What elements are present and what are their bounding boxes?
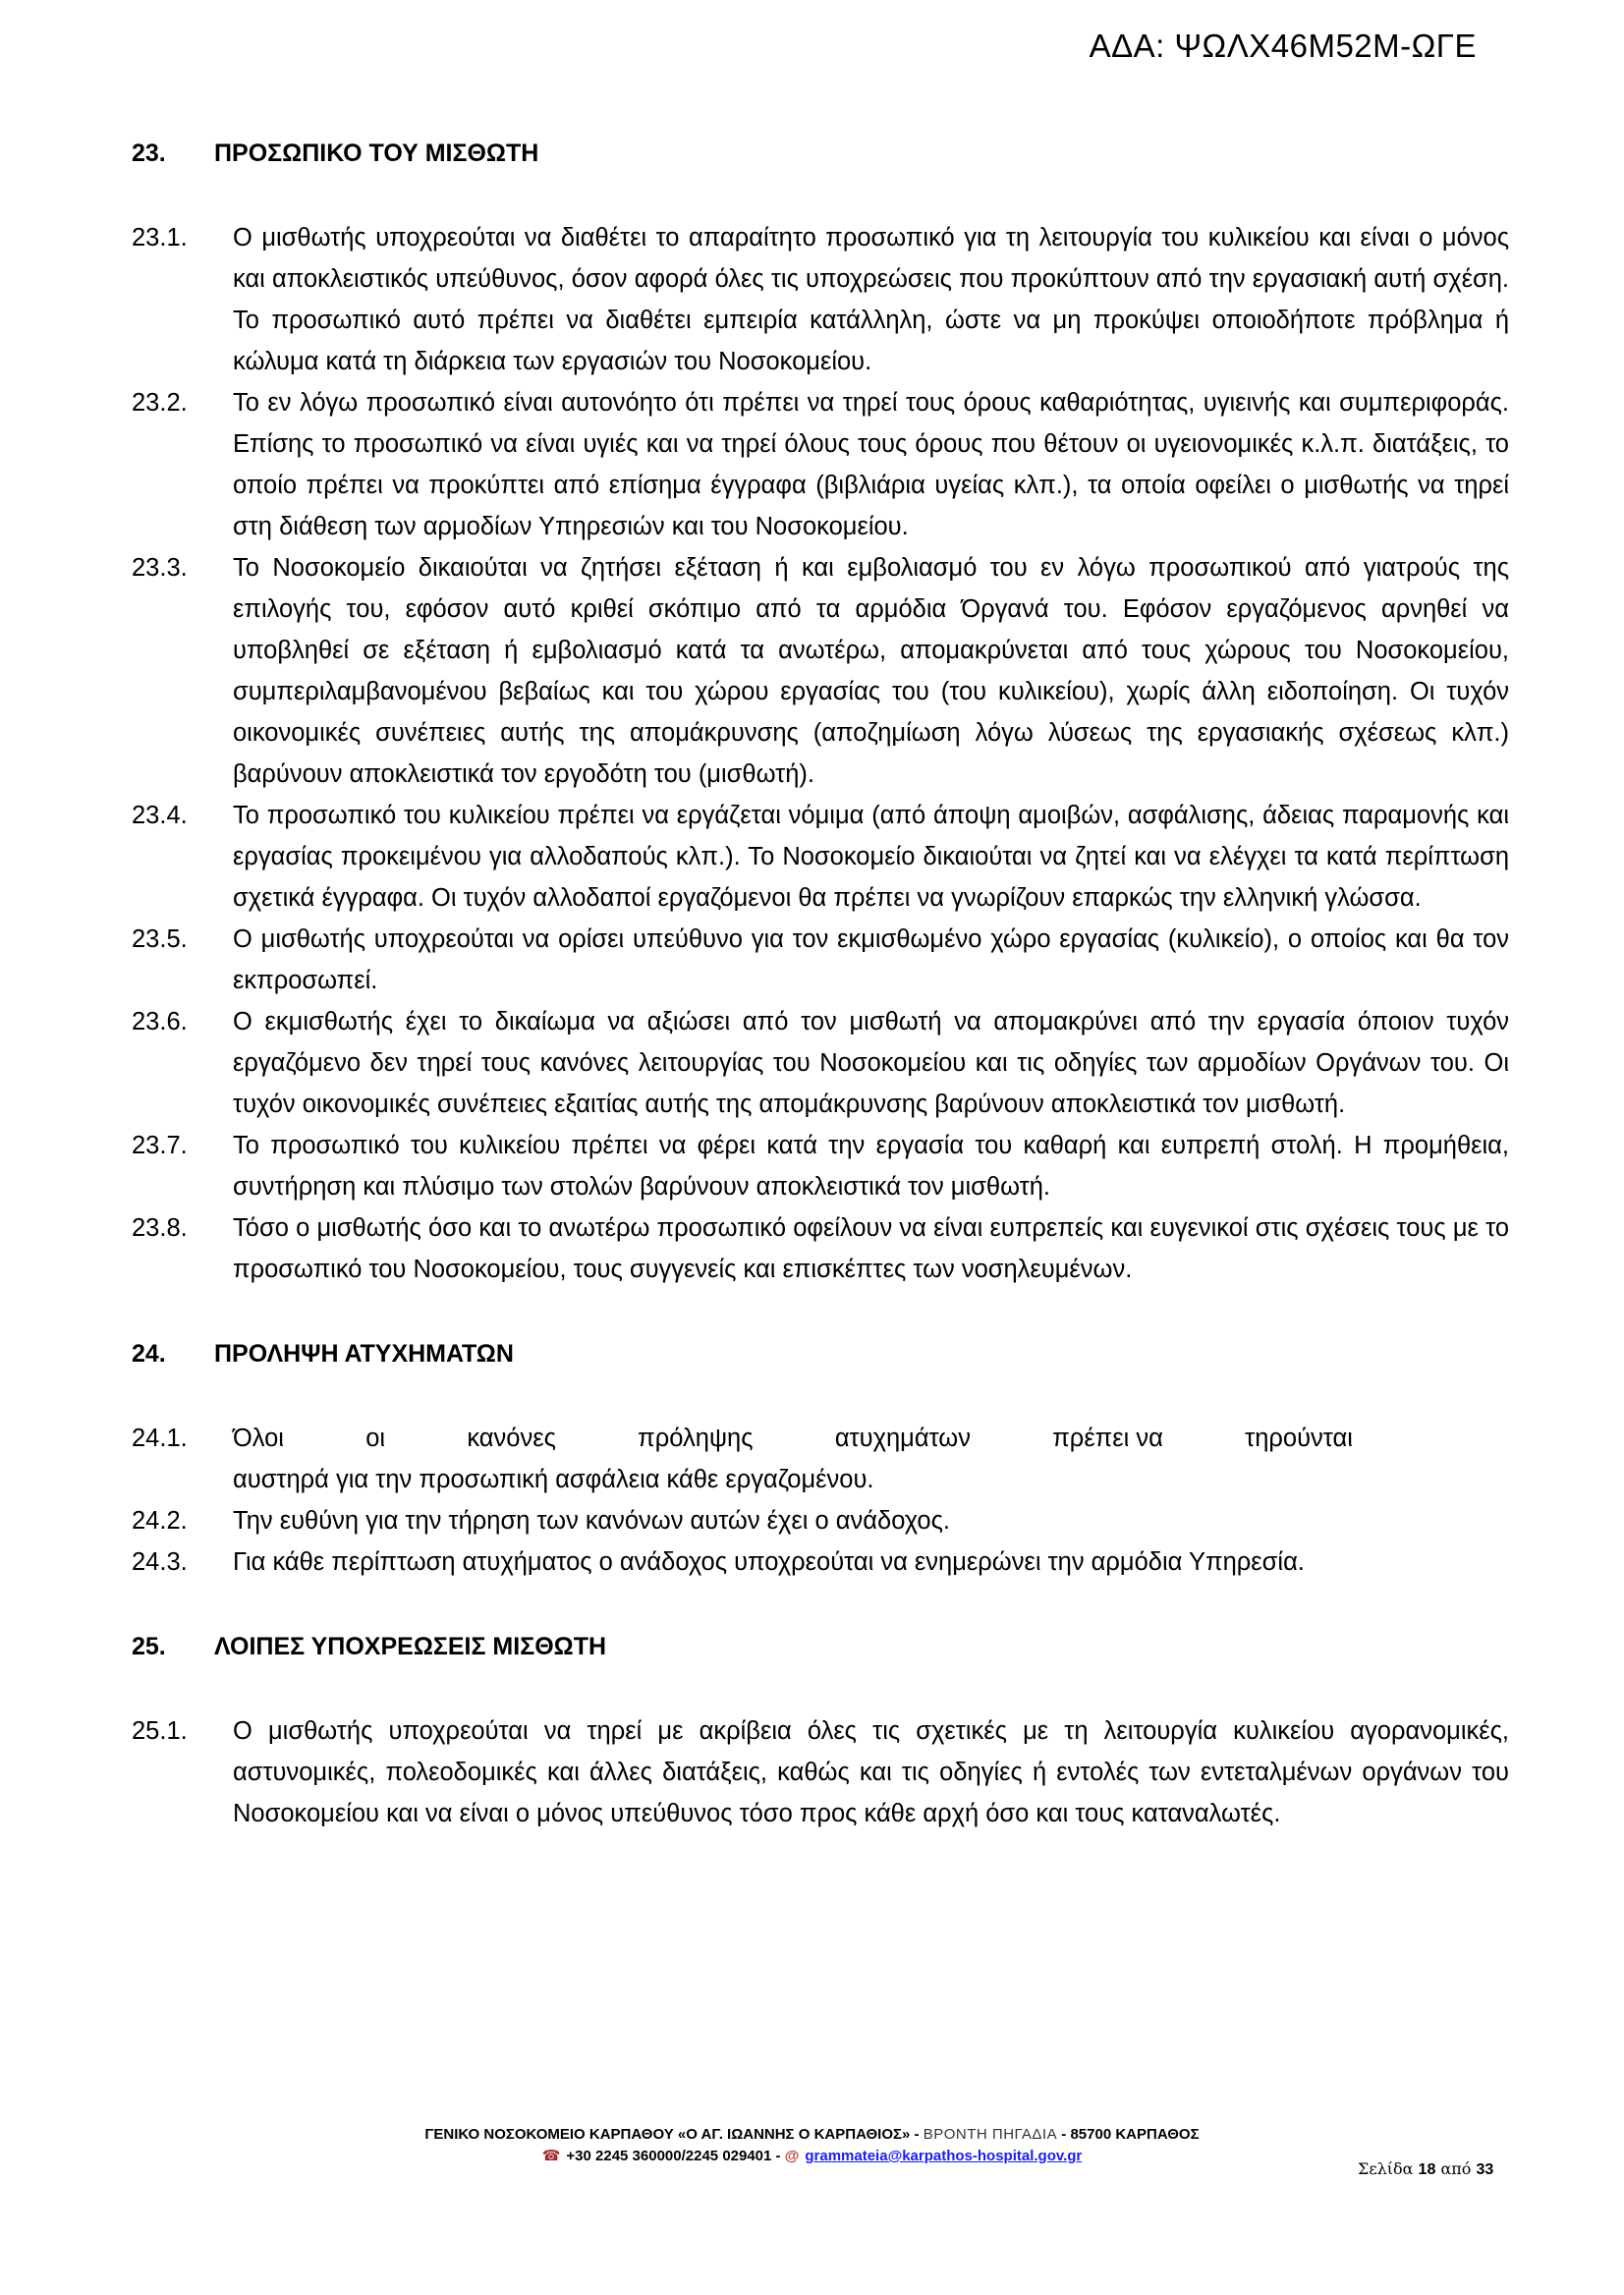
clause-23-7: [132, 1125, 1509, 1207]
clause-text: Ο μισθωτής υποχρεούται να ορίσει υπεύθυνο για τον εκμισθωμένο χώρο εργασίας (κυλικείο), ο οποίος και θα τον εκπροσωπεί.: [233, 925, 1509, 994]
ada-code: ΑΔΑ: ΨΩΛΧ46Μ52Μ-ΩΓΕ: [1089, 28, 1477, 64]
current-page: 18: [1418, 2161, 1436, 2178]
clause-text: Την ευθύνη για την τήρηση των κανόνων αυτών έχει ο ανάδοχος.: [233, 1507, 950, 1535]
clause-23-6: [132, 1001, 1509, 1125]
clause-24-2: [132, 1500, 1509, 1541]
clause-second-line: αυστηρά για την προσωπική ασφάλεια κάθε εργαζομένου.: [233, 1466, 874, 1493]
section-24: [132, 1333, 1509, 1583]
phone-icon: ☎: [541, 2148, 561, 2164]
section-number: 25.: [132, 1633, 166, 1660]
word: πρέπει να: [1052, 1425, 1163, 1452]
clause-text: Το Νοσοκομείο δικαιούται να ζητήσει εξέταση ή και εμβολιασμό του εν λόγω προσωπικού από γιατρούς της επιλογής του, εφόσον αυτό κριθεί σκόπιμο από τα αρμόδια Όργανά του. Εφόσον εργαζόμενος αρνηθεί να υποβληθεί σε εξέταση ή εμβολιασμό κατά τα ανωτέρω, απομακρύνεται από τους χώρους του Νοσοκομείου, συμπεριλαμβανομένου βεβαίως και του χώρου εργασίας του (του κυλικείου), χωρίς άλλη ειδοποίηση. Οι τυχόν οικονομικές συνέπειες αυτής της απομάκρυνσης (αποζημίωση λόγω λύσεως της εργασιακής σχέσεως κλπ.) βαρύνουν αποκλειστικά τον εργοδότη του (μισθωτή).: [233, 554, 1509, 788]
clause-spread-line: [233, 1418, 1353, 1459]
section-heading: [132, 1626, 1509, 1667]
clause-text: Ο εκμισθωτής έχει το δικαίωμα να αξιώσει από τον μισθωτή να απομακρύνει από την εργασία όποιον τυχόν εργαζόμενο δεν τηρεί τους κανόνες λειτουργίας του Νοσοκομείου και τις οδηγίες των αρμοδίων Οργάνων του. Οι τυχόν οικονομικές συνέπειες εξαιτίας αυτής της απομάκρυνσης βαρύνουν αποκλειστικά τον μισθωτή.: [233, 1008, 1509, 1118]
clause-23-8: [132, 1207, 1509, 1290]
clause-number: 23.1.: [132, 224, 188, 252]
postal-code: 85700 ΚΑΡΠΑΘΟΣ: [1070, 2126, 1200, 2143]
word: τηρούνται: [1245, 1425, 1353, 1452]
section-title: ΠΡΟΛΗΨΗ ΑΤΥΧΗΜΑΤΩΝ: [214, 1340, 514, 1368]
clause-number: 24.1.: [132, 1425, 188, 1452]
clause-number: 24.3.: [132, 1548, 188, 1576]
clause-number: 23.3.: [132, 554, 188, 582]
clause-23-4: [132, 795, 1509, 919]
document-body: [132, 133, 1509, 1877]
word: Όλοι: [233, 1425, 284, 1452]
clause-text: [233, 1418, 1509, 1500]
clause-text: Ο μισθωτής υποχρεούται να τηρεί με ακρίβεια όλες τις σχετικές με τη λειτουργία κυλικείου αγορανομικές, αστυνομικές, πολεοδομικές και άλλες διατάξεις, καθώς και τις οδηγίες ή εντολές των εντεταλμένων οργάνων του Νοσοκομείου και να είναι ο μόνος υπεύθυνος τόσο προς κάθε αρχή όσο και τους καταναλωτές.: [233, 1717, 1509, 1827]
section-number: 24.: [132, 1340, 166, 1368]
clause-number: 23.7.: [132, 1132, 188, 1159]
separator: -: [1057, 2126, 1071, 2143]
email-icon: @: [784, 2148, 800, 2164]
clause-number: 23.5.: [132, 925, 188, 953]
word: κανόνες: [467, 1425, 556, 1452]
clause-text: Το προσωπικό του κυλικείου πρέπει να εργάζεται νόμιμα (από άποψη αμοιβών, ασφάλισης, άδειας παραμονής και εργασίας προκειμένου για αλλοδαπούς κλπ.). Το Νοσοκομείο δικαιούται να ζητεί και να ελέγχει τα κατά περίπτωση σχετικά έγγραφα. Οι τυχόν αλλοδαποί εργαζόμενοι θα πρέπει να γνωρίζουν επαρκώς την ελληνική γλώσσα.: [233, 802, 1509, 912]
clause-number: 23.6.: [132, 1008, 188, 1036]
of-label: από: [1440, 2159, 1472, 2178]
clause-text: Για κάθε περίπτωση ατυχήματος ο ανάδοχος υποχρεούται να ενημερώνει την αρμόδια Υπηρεσία.: [233, 1548, 1305, 1576]
phone-numbers: +30 2245 360000/2245 029401: [566, 2148, 772, 2164]
word: οι: [365, 1425, 386, 1452]
word: ατυχημάτων: [834, 1425, 971, 1452]
clause-23-1: [132, 217, 1509, 382]
clause-number: 24.2.: [132, 1507, 188, 1535]
section-number: 23.: [132, 140, 166, 167]
clause-number: 25.1.: [132, 1717, 188, 1745]
clause-23-3: [132, 547, 1509, 795]
clause-23-5: [132, 919, 1509, 1001]
section-23: [132, 133, 1509, 1290]
clause-24-3: [132, 1541, 1509, 1583]
clause-number: 23.4.: [132, 802, 188, 829]
clause-text: Το εν λόγω προσωπικό είναι αυτονόητο ότι πρέπει να τηρεί τους όρους καθαριότητας, υγιεινής και συμπεριφοράς. Επίσης το προσωπικό να είναι υγιές και να τηρεί όλους τους όρους που θέτουν οι υγειονομικές κ.λ.π. διατάξεις, το οποίο πρέπει να προκύπτει από επίσημα έγγραφα (βιβλιάρια υγείας κλπ.), τα οποία οφείλει ο μισθωτής να τηρεί στη διάθεση των αρμοδίων Υπηρεσιών και του Νοσοκομείου.: [233, 389, 1509, 540]
page-label: Σελίδα: [1358, 2159, 1414, 2178]
page-number: [1358, 2159, 1493, 2179]
clause-number: 23.8.: [132, 1214, 188, 1242]
separator: -: [910, 2126, 924, 2143]
clause-24-1: [132, 1418, 1509, 1500]
clause-text: Τόσο ο μισθωτής όσο και το ανωτέρω προσωπικό οφείλουν να είναι ευπρεπείς και ευγενικοί στις σχέσεις τους με το προσωπικό του Νοσοκομείου, τους συγγενείς και επισκέπτες των νοσηλευμένων.: [233, 1214, 1509, 1283]
email-link[interactable]: grammateia@karpathos-hospital.gov.gr: [805, 2148, 1083, 2164]
section-heading: [132, 1333, 1509, 1374]
section-heading: [132, 133, 1509, 174]
clause-25-1: [132, 1710, 1509, 1834]
total-pages: 33: [1476, 2161, 1494, 2178]
word: πρόληψης: [638, 1425, 754, 1452]
footer-address-line: [0, 2124, 1624, 2146]
section-25: [132, 1626, 1509, 1834]
clause-text: Το προσωπικό του κυλικείου πρέπει να φέρει κατά την εργασία του καθαρή και ευπρεπή στολή. Η προμήθεια, συντήρηση και πλύσιμο των στολών βαρύνουν αποκλειστικά τον μισθωτή.: [233, 1132, 1509, 1201]
location: ΒΡΟΝΤΗ ΠΗΓΑΔΙΑ: [923, 2126, 1058, 2143]
hospital-name: ΓΕΝΙΚΟ ΝΟΣΟΚΟΜΕΙΟ ΚΑΡΠΑΘΟΥ «Ο ΑΓ. ΙΩΑΝΝΗΣ Ο ΚΑΡΠΑΘΙΟΣ»: [424, 2126, 911, 2143]
section-title: ΛΟΙΠΕΣ ΥΠΟΧΡΕΩΣΕΙΣ ΜΙΣΘΩΤΗ: [214, 1633, 607, 1660]
clause-text: Ο μισθωτής υποχρεούται να διαθέτει το απαραίτητο προσωπικό για τη λειτουργία του κυλικείου και είναι ο μόνος και αποκλειστικός υπεύθυνος, όσον αφορά όλες τις υποχρεώσεις που προκύπτουν από την εργασιακή αυτή σχέση. Το προσωπικό αυτό πρέπει να διαθέτει εμπειρία κατάλληλη, ώστε να μη προκύψει οποιοδήποτε πρόβλημα ή κώλυμα κατά τη διάρκεια των εργασιών του Νοσοκομείου.: [233, 224, 1509, 375]
clause-23-2: [132, 382, 1509, 547]
section-title: ΠΡΟΣΩΠΙΚΟ ΤΟΥ ΜΙΣΘΩΤΗ: [214, 140, 539, 167]
clause-number: 23.2.: [132, 389, 188, 417]
separator: -: [771, 2148, 785, 2164]
